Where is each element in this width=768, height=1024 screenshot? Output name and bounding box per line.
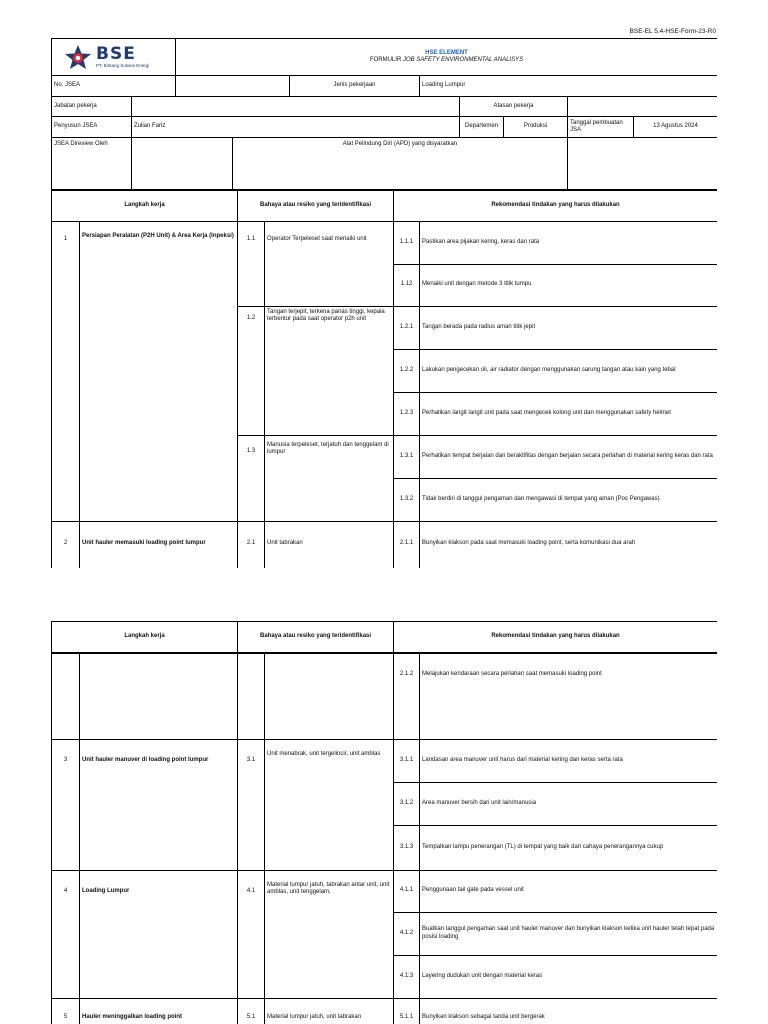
recommendation-number: 3.1.1 [394, 739, 420, 782]
recommendation-text: Melajukan kendaraan secara perlahan saat memasuki loading point [420, 653, 717, 739]
recommendation-number: 4.1.2 [394, 912, 420, 955]
jabatan-value [132, 97, 460, 117]
hazard-number-empty [238, 653, 265, 739]
penyusun-label: Penyusun JSEA [52, 117, 132, 138]
form-title-cell [176, 39, 718, 76]
hazard-number: 5.1 [238, 998, 265, 1024]
step-number: 3 [52, 739, 80, 870]
recommendation-number: 1.2.1 [394, 306, 420, 349]
col-header-langkah: Langkah kerja [52, 190, 238, 221]
col-header-rekomendasi: Rekomendasi tindakan yang harus dilakukan [394, 622, 717, 654]
recommendation-number: 4.1.3 [394, 955, 420, 998]
col-header-bahaya: Bahaya atau resiko yang teridentifikasi [238, 190, 394, 221]
tanggal-value: 13 Agustus 2024 [634, 117, 718, 138]
col-header-bahaya: Bahaya atau resiko yang teridentifikasi [238, 622, 394, 654]
recommendation-number: 2.1.2 [394, 653, 420, 739]
recommendation-text: Area manuver bersih dari unit lain/manusia [420, 782, 717, 825]
recommendation-text: Lakukan pengecekan oli, air radiator dengan menggunakan sarung tangan atau kain yang tebal [420, 349, 717, 392]
recommendation-text: Perhatikan langit langit unit pada saat mengecek kolong unit dan menggunakan safety helmet [420, 392, 717, 435]
step-description: Persiapan Peralatan (P2H Unit) & Area Kerja (Inpeksi) [80, 221, 238, 521]
page-one [51, 38, 717, 568]
recommendation-number: 3.1.3 [394, 825, 420, 870]
company-logo [52, 40, 175, 75]
logo-cell [52, 39, 176, 76]
header-table [51, 38, 717, 191]
hazard-text: Material lumpur jatuh, tabrakan antar unit, unit amblas, unit tenggelam, [265, 870, 394, 998]
step-number: 1 [52, 221, 80, 521]
jsea-table-page2 [51, 621, 717, 1024]
apd-label: Alat Pelindung Diri (APD) yang disyaratkan [233, 138, 568, 190]
recommendation-number: 1.2.3 [394, 392, 420, 435]
step-description: Hauler meninggalkan loading point [80, 998, 238, 1024]
hazard-text: Operator Terpeleset saat menaiki unit [265, 221, 394, 306]
document-code: BSE-EL 5.4-HSE-Form-23-R0 [629, 28, 716, 35]
col-header-langkah: Langkah kerja [52, 622, 238, 654]
recommendation-text: Layering dudukan unit dengan material keras [420, 955, 717, 998]
step-description: Loading Lumpur [80, 870, 238, 998]
step-number: 5 [52, 998, 80, 1024]
step-description: Unit hauler manuver di loading point lumpur [80, 739, 238, 870]
jsea-table-page1 [51, 190, 717, 569]
logo-wordmark: BSE [96, 43, 136, 64]
recommendation-number: 1.3.2 [394, 478, 420, 521]
step-number: 4 [52, 870, 80, 998]
apd-value [568, 138, 718, 190]
recommendation-number: 5.1.1 [394, 998, 420, 1024]
recommendation-number: 2.1.1 [394, 521, 420, 568]
review-value [132, 138, 233, 190]
recommendation-text: Buatkan tanggul pengaman saat unit hauler manuver dan bunyikan klakson ketika unit hauler telah tepat pada posisi loading [420, 912, 717, 955]
form-subtitle: FORMULIR JOB SAFETY ENVIRONMENTAL ANALISYS [369, 57, 524, 63]
atasan-label: Atasan pekerja [460, 97, 568, 117]
atasan-value [568, 97, 718, 117]
page-two [51, 621, 717, 1024]
recommendation-number: 3.1.2 [394, 782, 420, 825]
jenis-pekerjaan-value: Loading Lumpur [420, 76, 718, 97]
departemen-label: Departemen [460, 117, 504, 138]
recommendation-text: Landasan area manuver unit harus dari material kering dan keras serta rata [420, 739, 717, 782]
recommendation-text: Pastikan area pijakan kering, keras dan rata [420, 221, 717, 264]
no-jsea-label: No. JSEA [52, 76, 176, 97]
recommendation-number: 1.12 [394, 264, 420, 306]
star-logo-icon [64, 44, 92, 70]
recommendation-number: 1.1.1 [394, 221, 420, 264]
jabatan-label: Jabatan pekerja [52, 97, 132, 117]
hazard-text-empty [265, 653, 394, 739]
recommendation-text: Tangan berada pada radius aman titik jepit [420, 306, 717, 349]
recommendation-text: Tidak berdiri di tanggul pengaman dan mengawasi di tempat yang aman (Pos Pengawas) [420, 478, 717, 521]
recommendation-text: Penggunaan tail gate pada vessel unit [420, 870, 717, 912]
penyusun-value: Zulian Fariz [132, 117, 460, 138]
logo-subtitle: PT. Bintang Sukses Energi [96, 62, 150, 68]
hazard-text: Manusia terpeleset, terjatuh dan tenggelam di lumpur [265, 435, 394, 521]
departemen-value: Produksi [504, 117, 568, 138]
step-description-empty [80, 653, 238, 739]
review-label: JSEA Direview Oleh [52, 138, 132, 190]
recommendation-text: Bunyikan klakson pada saat memasuki loading point, serta komunikasi dua arah [420, 521, 717, 568]
tanggal-label: Tanggal pembuatan JSA [568, 117, 634, 138]
hazard-number: 1.1 [238, 221, 265, 306]
no-jsea-value [176, 76, 290, 97]
recommendation-text: Tempatkan lampu penerangan (TL) di tempat yang baik dan cahaya penerangannya cukup [420, 825, 717, 870]
hazard-number: 1.3 [238, 435, 265, 521]
recommendation-text: Perhatikan tempat berjalan dan beraktifitas dengan berjalan secara perlahan di material kering keras dan rata [420, 435, 717, 478]
hazard-number: 3.1 [238, 739, 265, 870]
step-description: Unit hauler memasuki loading point lumpur [80, 521, 238, 568]
hazard-number: 4.1 [238, 870, 265, 998]
recommendation-number: 1.3.1 [394, 435, 420, 478]
form-title: HSE ELEMENT [425, 49, 468, 56]
hazard-number: 2.1 [238, 521, 265, 568]
col-header-rekomendasi: Rekomendasi tindakan yang harus dilakukan [394, 190, 717, 221]
jenis-pekerjaan-label: Jenis pekerjaan [290, 76, 420, 97]
hazard-number: 1.2 [238, 306, 265, 435]
recommendation-number: 1.2.2 [394, 349, 420, 392]
hazard-text: Unit tabrakan [265, 521, 394, 568]
recommendation-number: 4.1.1 [394, 870, 420, 912]
hazard-text: Tangan terjepit, terkena panas tinggi, kepala terbentur pada saat operator p2h unit [265, 306, 394, 435]
hazard-text: Material lumpur jatuh, unit tabrakan [265, 998, 394, 1024]
step-number-empty [52, 653, 80, 739]
recommendation-text: Menaiki unit dengan metode 3 titik tumpu [420, 264, 717, 306]
step-number: 2 [52, 521, 80, 568]
recommendation-text: Bunyikan klakson sebagai tanda unit bergerak [420, 998, 717, 1024]
hazard-text: Unit menabrak, unit tergelincir, unit amblas [265, 739, 394, 870]
